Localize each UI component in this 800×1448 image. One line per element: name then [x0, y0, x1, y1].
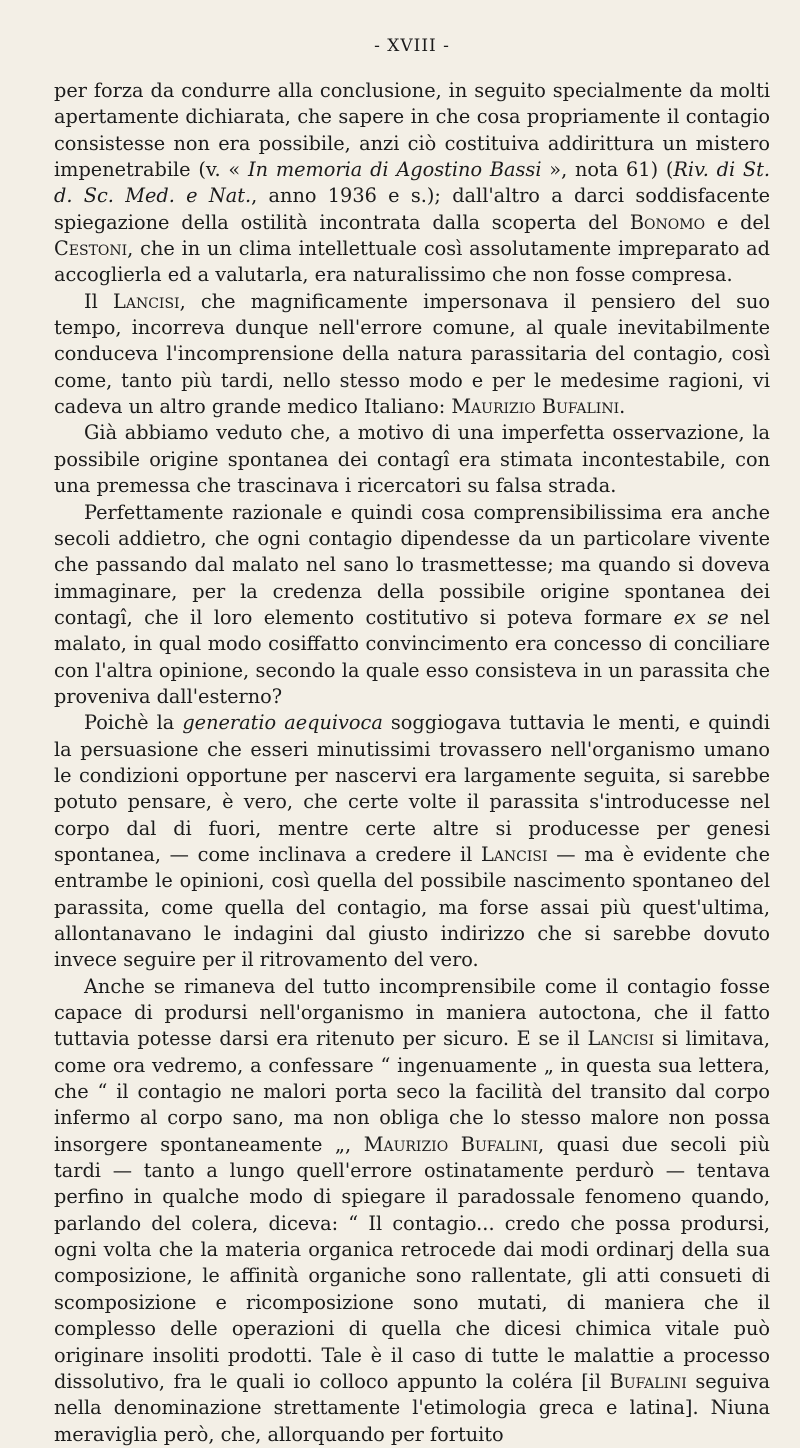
- text-run: per forza da condurre alla conclusione, in seguito specialmente da molti apertamente dichiarata, che sapere in che cosa propriamente il contagio consistesse non era possibile, anzi ciò costituiva addirittura un mistero impenetrabile (v. «: [54, 79, 770, 182]
- text-run: Già abbiamo veduto che, a motivo di una imperfetta osservazione, la possibile origine spontanea dei contagî era stimata incontestabile, con una premessa che trascinava i ricercatori su falsa strada.: [54, 421, 770, 498]
- page-number: - XVIII -: [374, 36, 450, 56]
- text-run: , che magnificamente impersonava il pensiero del suo tempo, incorreva dunque nell'errore comune, al quale inevitabilmente conduceva l'incomprensione della natura parassitaria del contagio, così come, tanto più tardi, nello stesso modo e per le medesime ragioni, vi cadeva un altro grande medico Italiano:: [54, 289, 770, 419]
- text-run: , quasi due secoli più tardi — tanto a lungo quell'errore ostinatamente perdurò — tentava perfino in qualche modo di spiegare il paradossale fenomeno quando, parlando del colera, diceva: “ Il contagio... credo che possa prodursi, ogni volta che la materia organica retrocede dai modi ordinarj della sua composizione, le affinità organiche sono rallentate, gli atti consueti di scomposizione e ricomposizione sono mutati, di maniera che il complesso delle operazioni di quella che dicesi chimica vitale può originare insoliti prodotti. Tale è il caso di tutte le malattie a processo dissolutivo, fra le quali io colloco appunto la coléra [il: [54, 1132, 770, 1393]
- paragraph: [54, 974, 770, 1448]
- text-run: », nota 61) (: [541, 158, 674, 182]
- text-run: nel malato, in qual modo cosiffatto convincimento era concesso di conciliare con l'altra opinione, secondo la quale esso consisteva in un parassita che proveniva dall'esterno?: [54, 605, 770, 708]
- author-name: Maurizio Bufalini: [451, 395, 620, 419]
- author-name: Bufalini: [609, 1369, 687, 1393]
- text-run: Il: [84, 289, 114, 313]
- author-name: Bonomo: [629, 210, 706, 234]
- author-name: Lancisi: [113, 289, 180, 313]
- body-text: [54, 78, 770, 1448]
- text-run: , anno 1936 e s.); dall'altro a darci soddisfacente spiegazione della ostilità incontrata dalla scoperta del: [54, 184, 771, 234]
- paragraph: [54, 78, 770, 289]
- paragraph: [54, 710, 770, 973]
- italic-text: generatio aequivoca: [182, 711, 383, 735]
- text-run: — ma è evidente che entrambe le opinioni, così quella del possibile nascimento spontaneo del parassita, come quella del contagio, ma forse assai più quest'ultima, allontanavano le indagini dal giusto indirizzo che si sarebbe dovuto invece seguire per il ritrovamento del vero.: [54, 842, 770, 972]
- text-run: e del: [705, 210, 771, 234]
- author-name: Maurizio Bufalini: [363, 1132, 538, 1156]
- paragraph: [54, 289, 770, 421]
- author-name: Cestoni: [54, 237, 128, 261]
- text-run: Anche se rimaneva del tutto incomprensibile come il contagio fosse capace di prodursi nell'organismo in maniera autoctona, che il fatto tuttavia potesse darsi era ritenuto per sicuro. E se il: [54, 974, 770, 1051]
- text-run: , che in un clima intellettuale così assolutamente impreparato ad accoglierla ed a valutarla, era naturalissimo che non fosse compresa.: [54, 237, 770, 287]
- text-run: soggiogava tuttavia le menti, e quindi la persuasione che esseri minutissimi trovassero nell'organismo umano le condizioni opportune per nascervi era largamente seguita, si sarebbe potuto pensare, è vero, che certe volte il parassita s'introducesse nel corpo dal di fuori, mentre certe altre si producesse per genesi spontanea, — come inclinava a credere il: [54, 711, 770, 866]
- text-run: Poichè la: [84, 711, 183, 735]
- paragraph: [54, 420, 770, 499]
- author-name: Lancisi: [587, 1027, 654, 1051]
- italic-text: In memoria di Agostino Bassi: [248, 158, 542, 182]
- paragraph: [54, 500, 770, 711]
- author-name: Lancisi: [481, 842, 548, 866]
- text-run: Perfettamente razionale e quindi cosa comprensibilissima era anche secoli addietro, che ogni contagio dipendesse da un particolare vivente che passando dal malato nel sano lo trasmettesse; ma quando si doveva immaginare, per la credenza della possibile origine spontanea dei contagî, che il loro elemento costitutivo si poteva formare: [54, 500, 770, 629]
- italic-text: ex se: [673, 605, 729, 629]
- text-run: seguiva nella denominazione strettamente l'etimologia greca e latina]. Niuna meraviglia però, che, allorquando per fortuito: [54, 1369, 770, 1446]
- text-run: si limitava, come ora vedremo, a confessare “ ingenuamente „ in questa sua lettera, che “ il contagio ne malori porta seco la facilità del transito dal corpo infermo al corpo sano, ma non obliga che lo stesso malore non possa insorgere spontaneamente „,: [54, 1027, 770, 1156]
- text-run: .: [619, 395, 626, 419]
- italic-text: Riv. di St. d. Sc. Med. e Nat.: [54, 158, 770, 208]
